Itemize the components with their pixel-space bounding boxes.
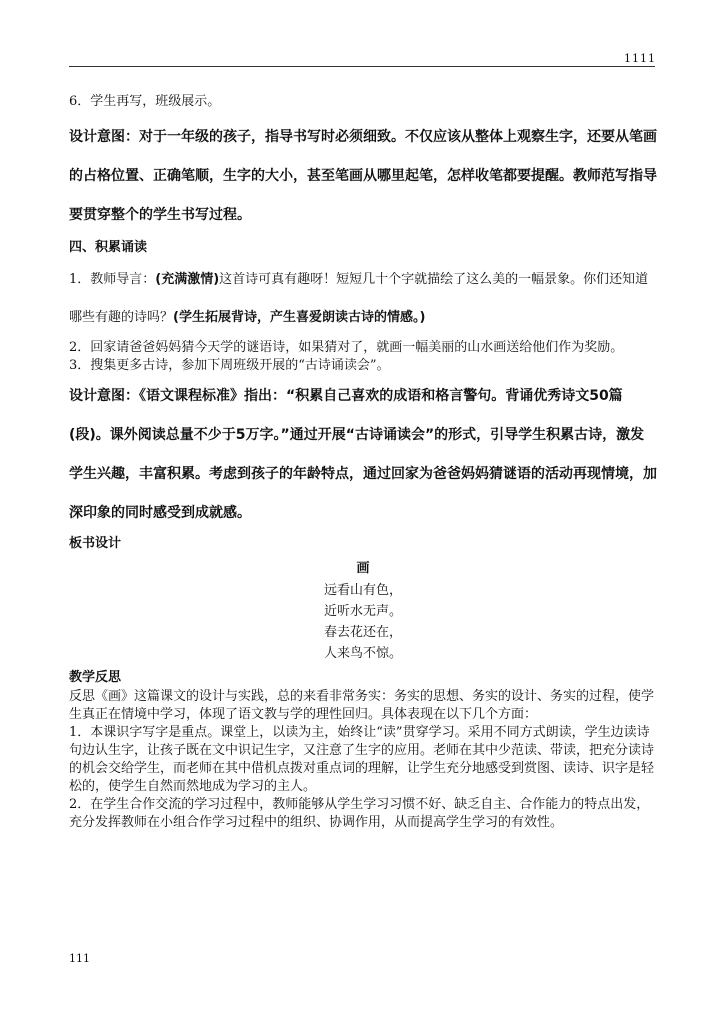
item-1-note: (充满激情) xyxy=(155,272,220,287)
poem-line: 春去花还在， xyxy=(323,625,402,640)
step-6: 6．学生再写，班级展示。 xyxy=(69,94,221,109)
item-1-text: 这首诗可真有趣呀！短短几十个字就描绘了这么美的一幅景象。你们还知道哪些有趣的诗吗？ xyxy=(69,272,649,325)
item-1 xyxy=(69,261,657,337)
poem-block xyxy=(69,557,657,664)
design-intent-1: 设计意图：对于一年级的孩子，指导书写时必须细致。不仅应该从整体上观察生字，还要从笔画的占格位置、正确笔顺，生字的大小，甚至笔画从哪里起笔，怎样收笔都要提醒。教师范写指导要贯穿整个的学生书写过程。 xyxy=(69,129,657,223)
design-intent-2: 设计意图：《语文课程标准》指出：“积累自己喜欢的成语和格言警句。背诵优秀诗文50篇(段)。课外阅读总量不少于5万字。”通过开展“古诗诵读会”的形式，引导学生积累古诗，激发学生兴趣，丰富积累。考虑到孩子的年龄特点，通过回家为爸爸妈妈猜谜语的活动再现情境，加深印象的同时感受到成就感。 xyxy=(69,388,657,521)
reflection-heading: 教学反思 xyxy=(69,670,122,685)
poem-line: 人来鸟不惊。 xyxy=(323,646,402,661)
poem-title: 画 xyxy=(356,561,370,576)
reflection-point-1: 1．本课识字写字是重点。课堂上，以读为主，始终让“读”贯穿学习。采用不同方式朗读，学生边读诗句边认生字，让孩子既在文中识记生字，又注意了生字的应用。老师在其中少范读、带读，把充分读诗的机会交给学生，而老师在其中借机点拨对重点词的理解，让学生充分地感受到赏图、读诗、识字是轻松的，使学生自然而然地成为学习的主人。 xyxy=(69,725,655,794)
header-page-number: 1111 xyxy=(624,52,656,65)
item-3: 3．搜集更多古诗，参加下周班级开展的“古诗诵读会”。 xyxy=(69,358,390,373)
header-rule xyxy=(69,66,655,67)
poem-line: 近听水无声。 xyxy=(323,604,402,619)
section-heading-4: 四、积累诵读 xyxy=(69,240,148,255)
footer-page-number: 111 xyxy=(69,952,90,965)
board-design-heading: 板书设计 xyxy=(69,536,122,551)
reflection-intro: 反思《画》这篇课文的设计与实践，总的来看非常务实：务实的思想、务实的设计、务实的过程，使学生真正在情境中学习，体现了语文教与学的理性回归。具体表现在以下几个方面： xyxy=(69,689,655,722)
item-1-response: (学生拓展背诗，产生喜爱朗读古诗的情感。) xyxy=(173,310,426,325)
item-2: 2．回家请爸爸妈妈猜今天学的谜语诗，如果猜对了，就画一幅美丽的山水画送给他们作为奖励。 xyxy=(69,340,624,355)
poem-line: 远看山有色， xyxy=(323,583,402,598)
document-body xyxy=(69,90,657,832)
item-1-lead: 1．教师导言： xyxy=(69,272,156,287)
reflection-point-2: 2．在学生合作交流的学习过程中，教师能够从学生学习习惯不好、缺乏自主、合作能力的特点出发，充分发挥教师在小组合作学习过程中的组织、协调作用，从而提高学生学习的有效性。 xyxy=(69,797,650,830)
